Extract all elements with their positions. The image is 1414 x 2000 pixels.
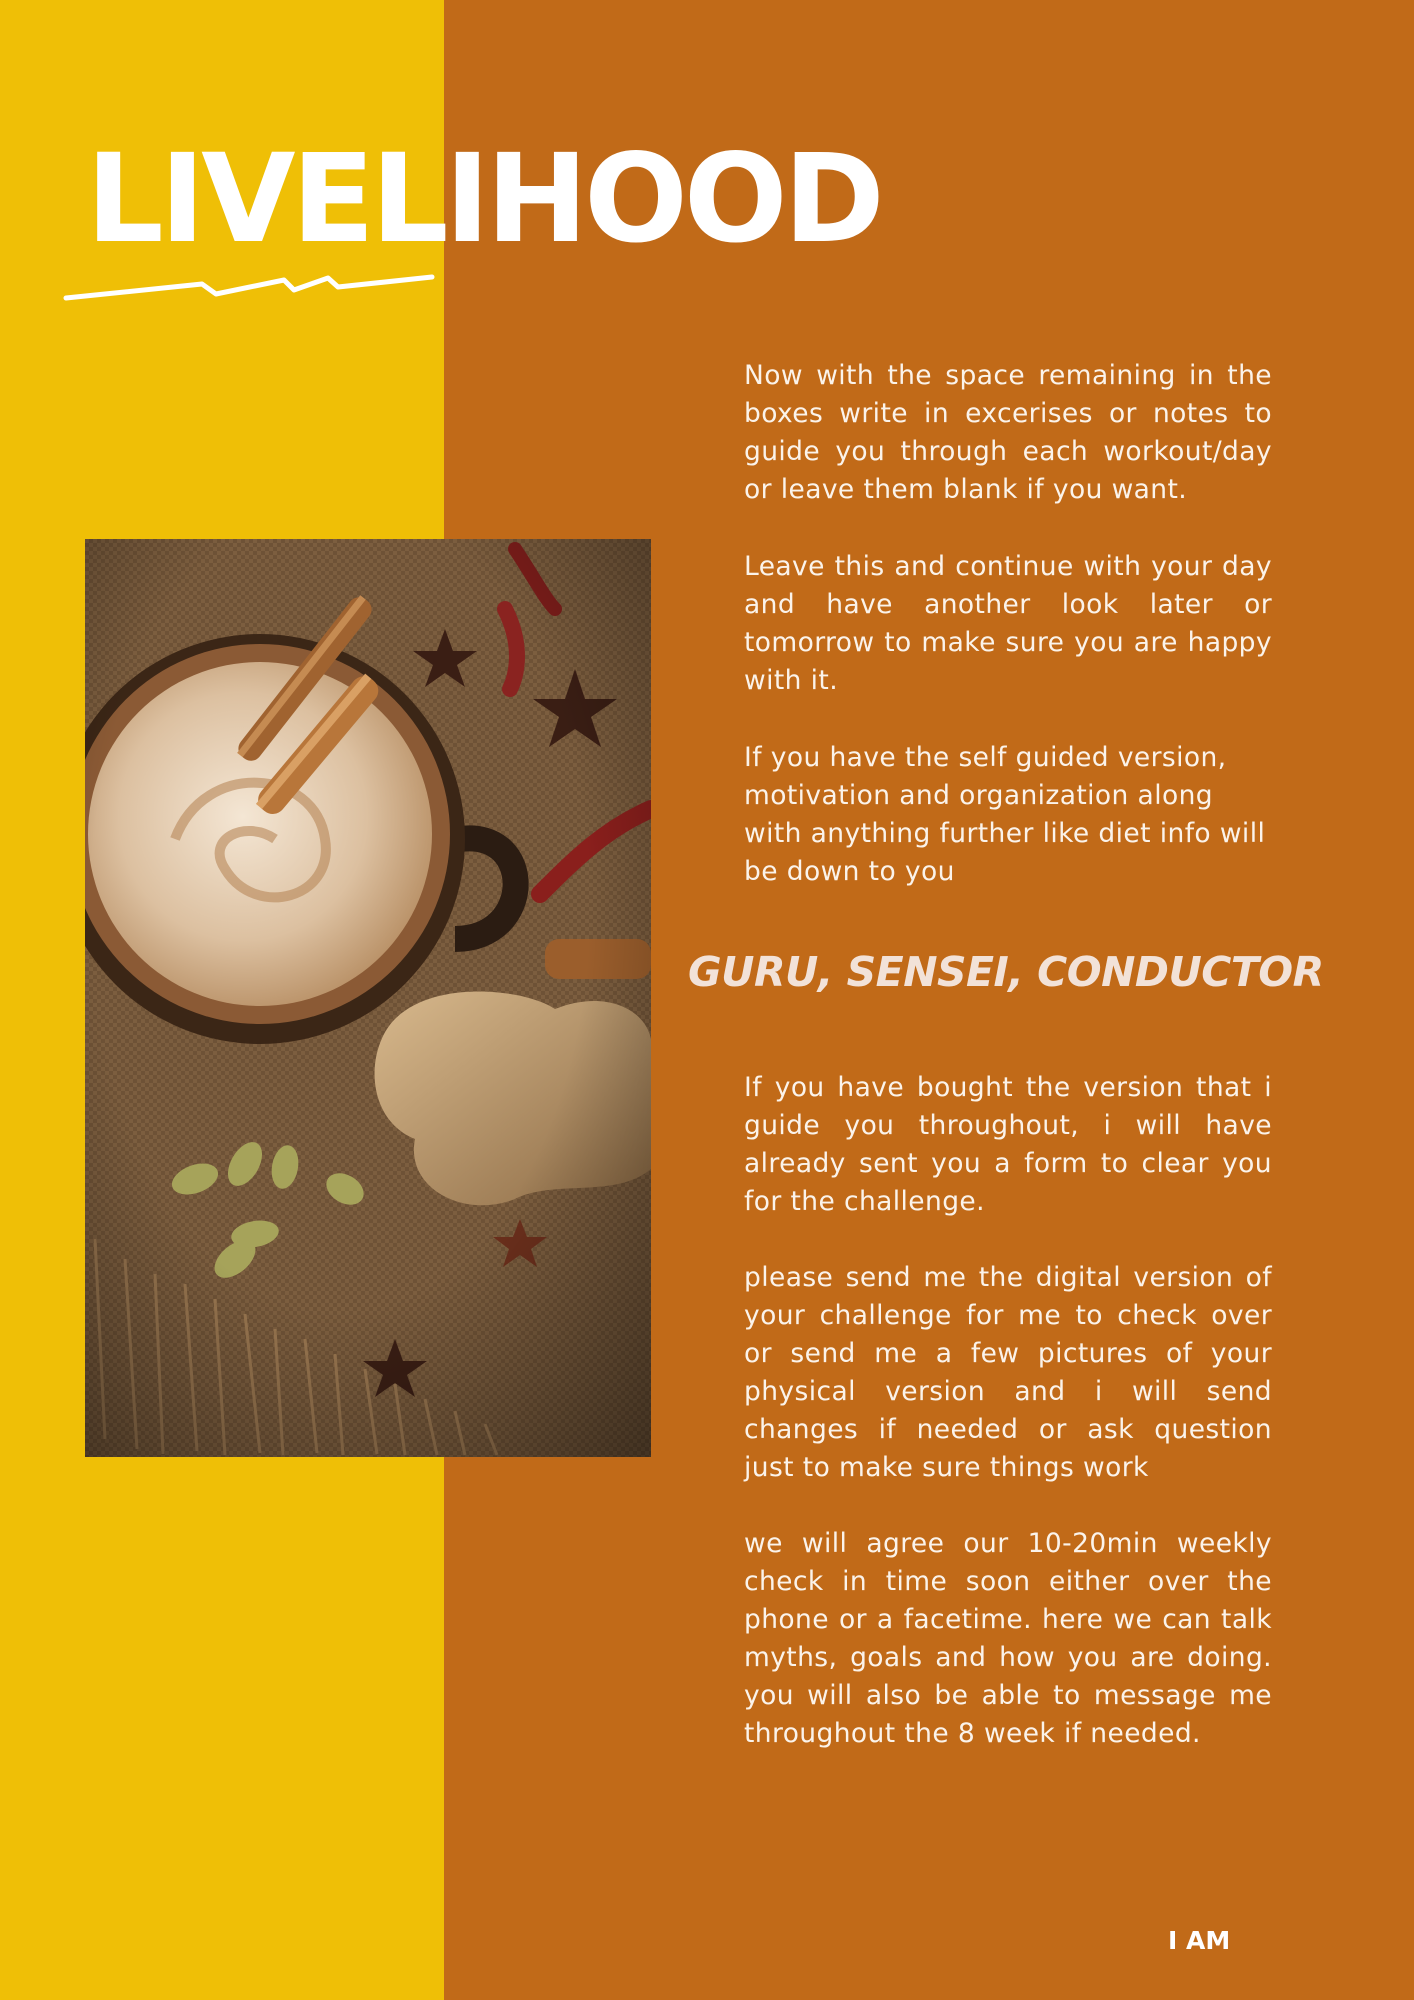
section-subheading: GURU, SENSEI, CONDUCTOR [688, 948, 1324, 996]
intro-paragraph-1: Now with the space remaining in the boxes write in excerises or notes to guide you through each workout/day or leave them blank if you want. [744, 360, 1272, 505]
chai-photo [85, 539, 651, 1457]
guided-paragraph-3: we will agree our 10-20min weekly check in time soon either over the phone or a facetime. here we can talk myths, goals and how you are doing. you will also be able to message me throughout the 8 week if needed. [744, 1528, 1272, 1749]
intro-paragraph-3: If you have the self guided version, motivation and organization along with anything further like diet info will be down to you [744, 742, 1266, 887]
guided-paragraph-2: please send me the digital version of your challenge for me to check over or send me a few pictures of your physical version and i will send changes if needed or ask question just to make sure things work [744, 1262, 1272, 1483]
page-title: LIVELIHOOD [86, 128, 881, 270]
footer-text: I AM [1168, 1926, 1231, 1955]
intro-paragraph-2: Leave this and continue with your day and have another look later or tomorrow to make sure you are happy with it. [744, 551, 1272, 696]
guided-paragraph-1: If you have bought the version that i guide you throughout, i will have already sent you a form to clear you for the challenge. [744, 1072, 1272, 1217]
squiggle-underline-icon [62, 268, 437, 308]
